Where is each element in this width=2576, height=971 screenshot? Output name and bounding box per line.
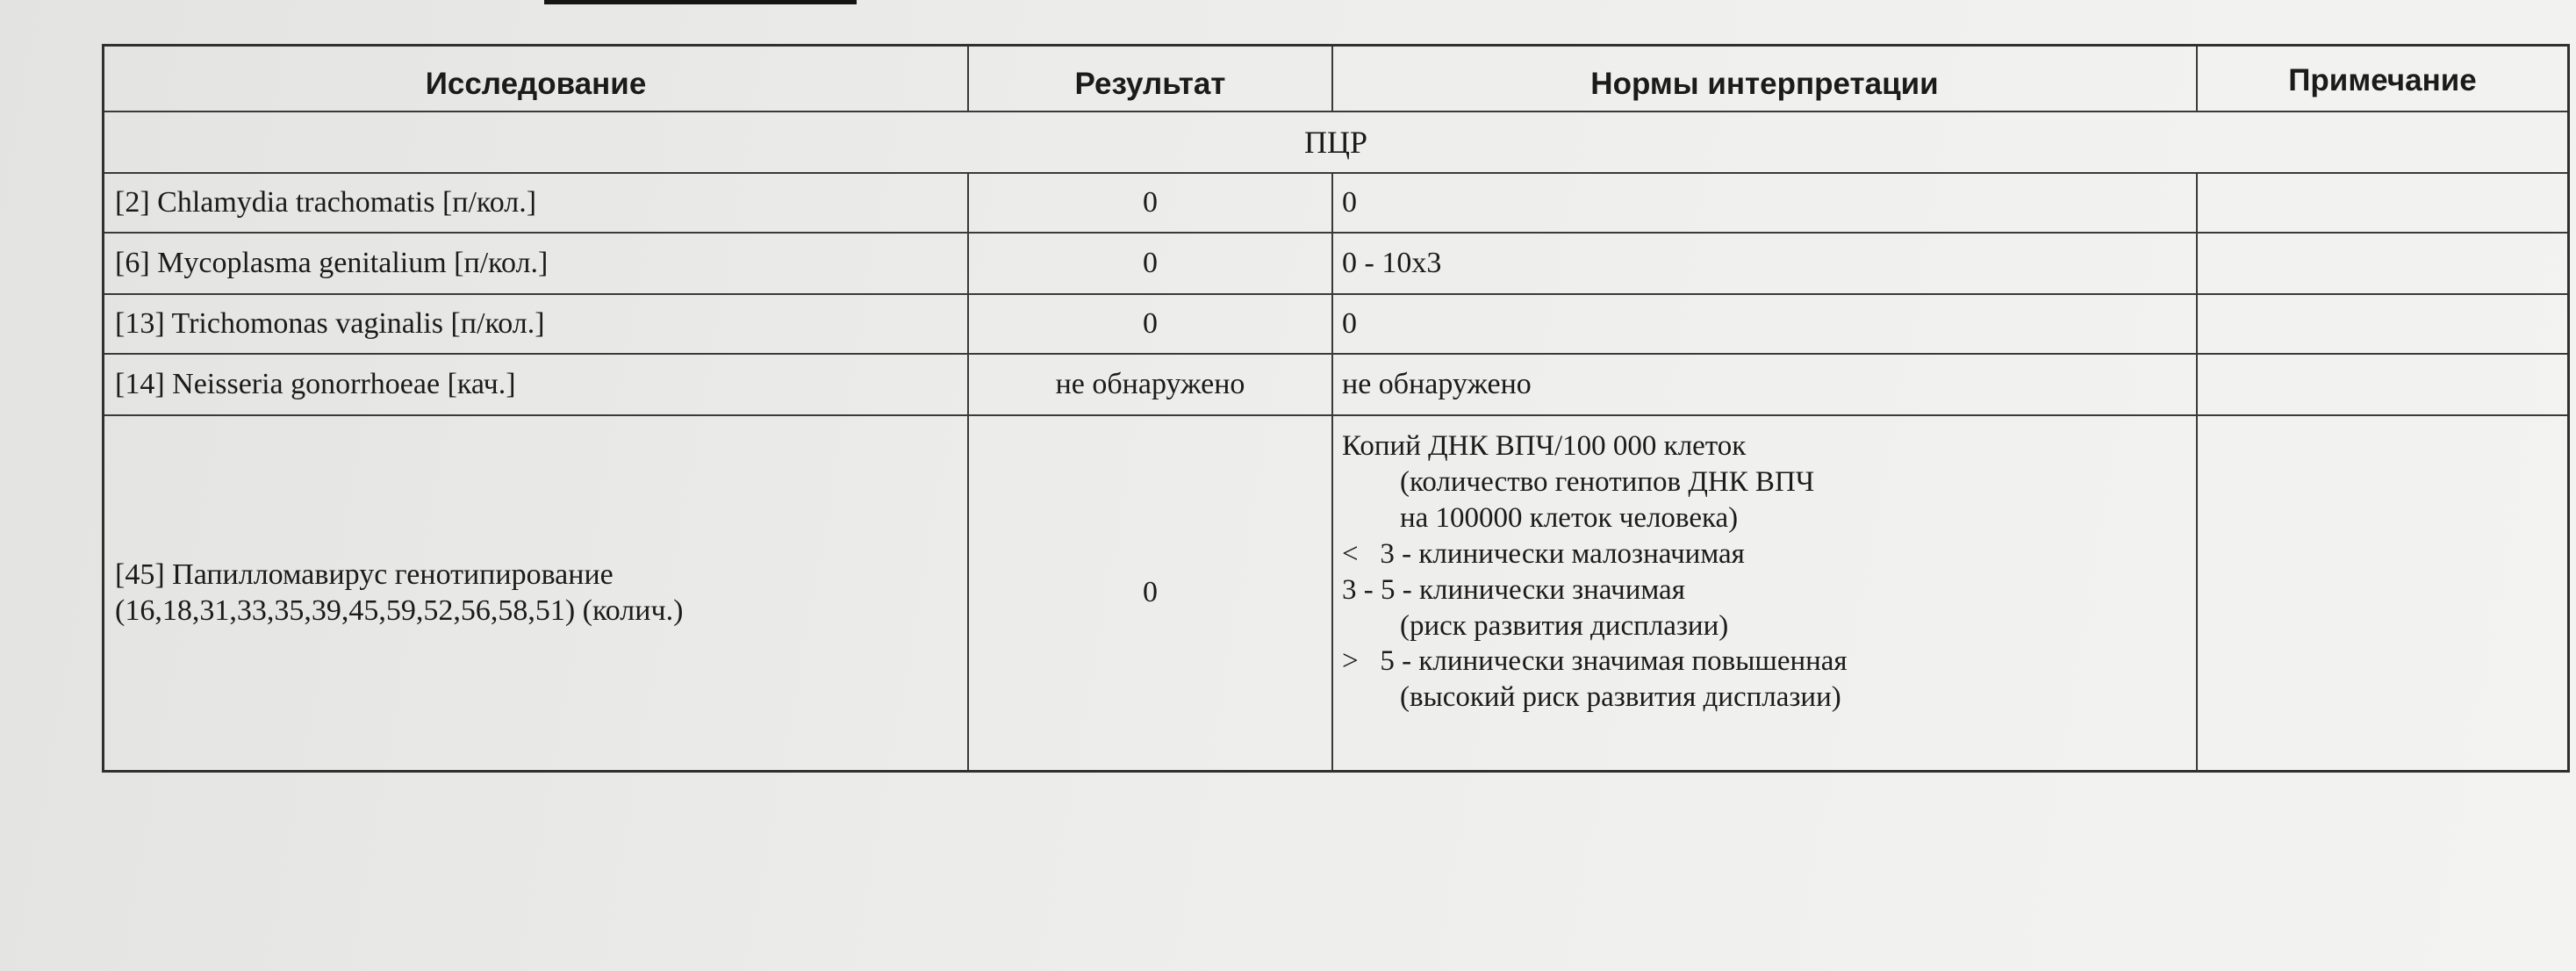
table-row-norm: не обнаружено — [1333, 355, 2198, 416]
table-row-test-name: [2] Chlamydia trachomatis [п/кол.] — [104, 174, 969, 234]
norm-line: < 3 - клинически малозначимая — [1342, 537, 1745, 570]
results-table — [102, 44, 2570, 773]
hpv-test-name-line: (16,18,31,33,35,39,45,59,52,56,58,51) (колич.) — [115, 593, 684, 627]
hpv-test-name — [104, 557, 683, 628]
norm-line: на 100000 клеток человека) — [1342, 501, 1739, 534]
header-result: Результат — [969, 47, 1333, 112]
table-row-result: 0 — [969, 416, 1333, 770]
table-row-norm — [1333, 416, 2198, 770]
norm-line: > 5 - клинически значимая повышенная — [1342, 645, 1848, 678]
table-row-test-name — [104, 416, 969, 770]
table-row-norm: 0 — [1333, 295, 2198, 355]
header-note: Примечание — [2198, 47, 2567, 112]
table-row-result: 0 — [969, 295, 1333, 355]
top-edge-strip — [544, 0, 857, 4]
table-row-norm: 0 — [1333, 174, 2198, 234]
table-row-result: не обнаружено — [969, 355, 1333, 416]
table-row-note — [2198, 234, 2567, 295]
norm-line: (высокий риск развития дисплазии) — [1342, 681, 1841, 714]
table-row-test-name: [13] Trichomonas vaginalis [п/кол.] — [104, 295, 969, 355]
header-test: Исследование — [104, 47, 969, 112]
table-row-note — [2198, 174, 2567, 234]
section-title-pcr: ПЦР — [104, 112, 2567, 174]
hpv-test-name-line: [45] Папилломавирус генотипирование — [115, 558, 614, 592]
table-row-test-name: [14] Neisseria gonorrhoeae [кач.] — [104, 355, 969, 416]
norm-line: (риск развития дисплазии) — [1342, 609, 1729, 642]
header-norms: Нормы интерпретации — [1333, 47, 2198, 112]
table-row-result: 0 — [969, 174, 1333, 234]
table-row-norm: 0 - 10x3 — [1333, 234, 2198, 295]
table-row-result: 0 — [969, 234, 1333, 295]
table-row-test-name: [6] Mycoplasma genitalium [п/кол.] — [104, 234, 969, 295]
norm-line: Копий ДНК ВПЧ/100 000 клеток — [1342, 430, 1747, 462]
norm-line: 3 - 5 - клинически значимая — [1342, 573, 1685, 606]
norm-line: (количество генотипов ДНК ВПЧ — [1342, 465, 1815, 498]
table-row-note — [2198, 295, 2567, 355]
table-row-note — [2198, 355, 2567, 416]
results-grid — [104, 47, 2567, 770]
table-row-note — [2198, 416, 2567, 770]
